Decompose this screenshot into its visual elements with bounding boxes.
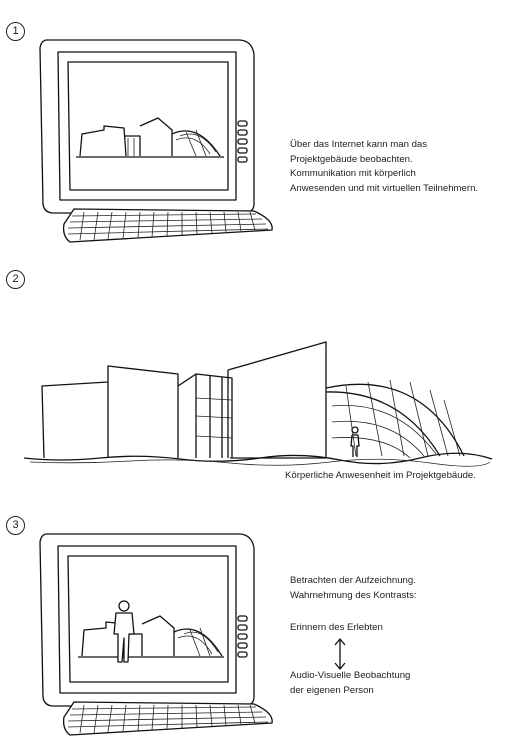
caption-1-line-2: Projektgebäude beobachten. [290, 153, 413, 165]
caption-1-line-1: Über das Internet kann man das [290, 139, 428, 150]
caption-3 [290, 574, 417, 603]
flow-bottom-line-1: Audio-Visuelle Beobachtung [290, 670, 411, 681]
flow-bottom-label [290, 669, 410, 698]
step-number-1: 1 [6, 22, 25, 41]
caption-1-line-3: Kommunikation mit körperlich [290, 168, 416, 180]
caption-2-line-1: Körperliche Anwesenheit im Projektgebäude. [285, 470, 476, 481]
caption-3-line-1: Betrachten der Aufzeichnung. [290, 575, 416, 586]
computer-illustration-1 [0, 0, 510, 250]
caption-1 [290, 138, 478, 196]
double-arrow-icon [332, 637, 348, 671]
panel-3 [0, 510, 510, 739]
caption-1-line-4: Anwesenden und mit virtuellen Teilnehmern. [290, 182, 479, 194]
step-number-2: 2 [6, 270, 25, 289]
step-number-3: 3 [6, 516, 25, 535]
keyboard-1 [64, 209, 273, 242]
caption-2 [285, 469, 476, 484]
caption-3-line-2: Wahrnehmung des Kontrasts: [290, 589, 417, 601]
person-figure [351, 427, 359, 457]
panel-2 [0, 250, 510, 510]
flow-top-label: Erinnern des Erlebten [290, 622, 383, 633]
keyboard-3 [64, 702, 273, 735]
computer-illustration-3 [0, 510, 510, 739]
flow-bottom-line-2: der eigenen Person [290, 684, 374, 696]
panel-1 [0, 0, 510, 250]
